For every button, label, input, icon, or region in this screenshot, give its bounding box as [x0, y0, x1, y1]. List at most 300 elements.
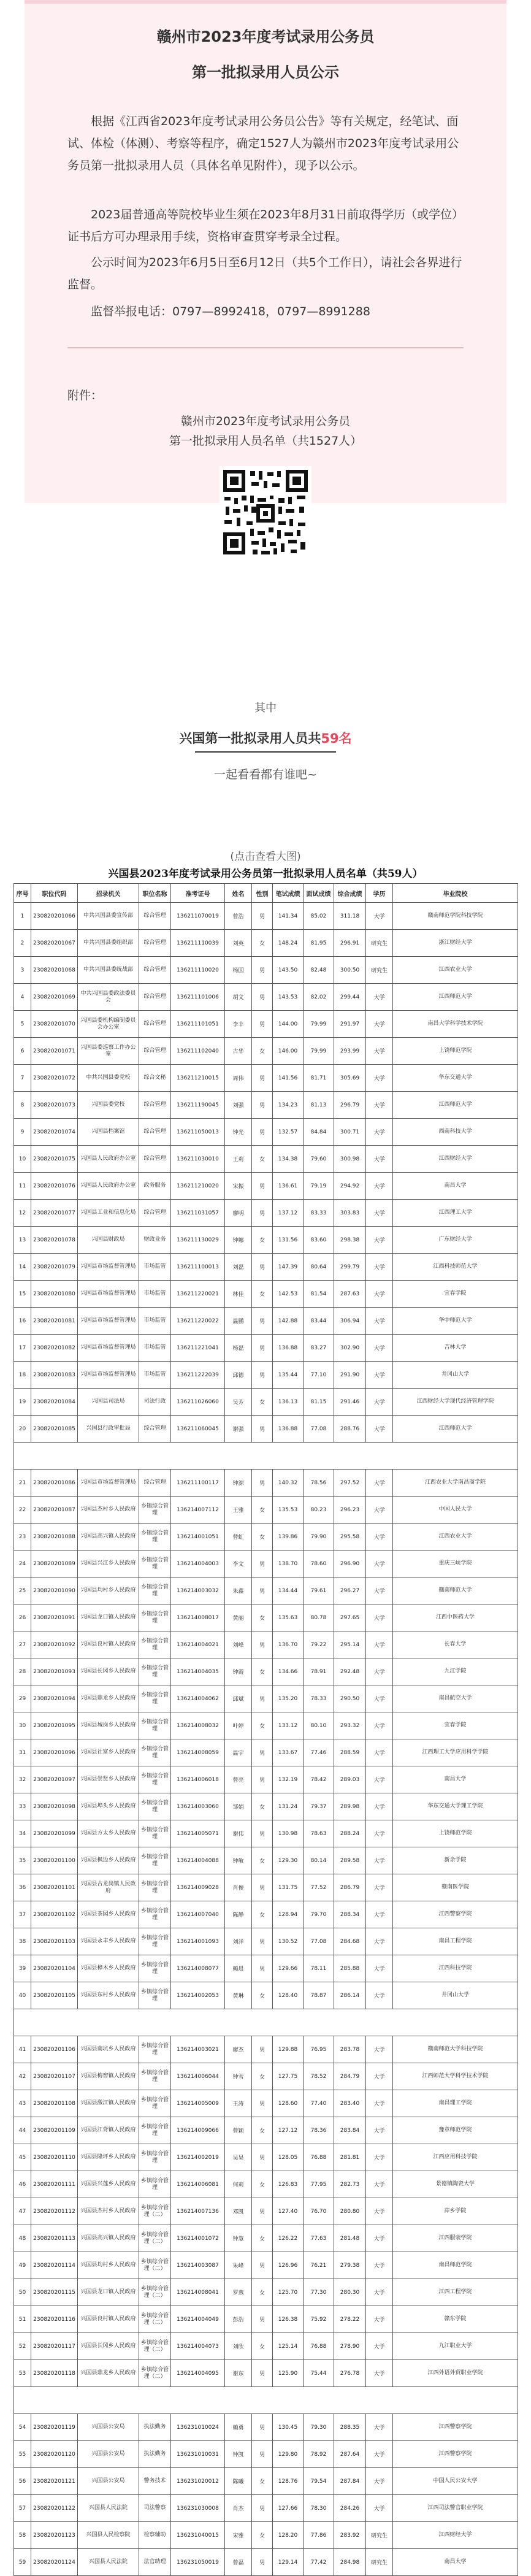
table-cell: 311.18 — [334, 903, 366, 930]
table-cell: 127.75 — [273, 2063, 304, 2090]
table-cell: 男 — [252, 2549, 273, 2576]
table-cell: 大学 — [366, 1739, 393, 1766]
table-cell: 278.22 — [334, 2306, 366, 2333]
table-row — [14, 1928, 518, 1955]
table-cell: 230820201082 — [31, 1335, 78, 1362]
table-cell: 292.48 — [334, 1658, 366, 1685]
table-cell: 男 — [252, 1092, 273, 1119]
table-cell: 136211030010 — [171, 1146, 225, 1173]
gap-cell — [14, 1443, 518, 1470]
table-cell: 兴国县方太乡人民政府 — [78, 1820, 139, 1847]
table-cell: 230820201090 — [31, 1577, 78, 1604]
table-cell: 230820201105 — [31, 1982, 78, 2009]
table-cell: 17 — [14, 1335, 31, 1362]
table-cell: 钟雪 — [225, 2063, 252, 2090]
table-cell: 宋振 — [225, 1173, 252, 1200]
table-cell: 283.84 — [334, 2117, 366, 2144]
table-cell: 230820201111 — [31, 2171, 78, 2198]
table-cell: 杨国 — [225, 957, 252, 984]
table-cell: 125.14 — [273, 2333, 304, 2360]
table-cell: 兴国县人民法院 — [78, 2549, 139, 2576]
table-cell: 乡镇综合管理 — [139, 2117, 171, 2144]
table-cell: 39 — [14, 1955, 31, 1982]
table-cell: 230820201084 — [31, 1389, 78, 1416]
table-cell: 男 — [252, 1470, 273, 1497]
table-row — [14, 1577, 518, 1604]
table-cell: 78.91 — [304, 1658, 334, 1685]
table-cell: 兴国县鼎龙乡人民政府 — [78, 2360, 139, 2387]
table-cell: 男 — [252, 1200, 273, 1227]
table-row — [14, 1335, 518, 1362]
table-cell: 王涛 — [225, 2090, 252, 2117]
table-cell: 市场监管 — [139, 1281, 171, 1308]
table-cell: 江西师范大学 — [393, 984, 518, 1011]
table-row — [14, 1820, 518, 1847]
table-cell: 126.83 — [273, 2171, 304, 2198]
table-cell: 283.78 — [334, 2036, 366, 2063]
table-body — [14, 903, 518, 2576]
table-cell: 140.32 — [273, 1470, 304, 1497]
table-cell: 80.23 — [304, 1497, 334, 1524]
table-cell: 44 — [14, 2117, 31, 2144]
table-cell: 大学 — [366, 2333, 393, 2360]
table-row — [14, 2036, 518, 2063]
table-cell: 兴国县枫边乡人民政府 — [78, 1847, 139, 1874]
table-cell: 83.60 — [304, 1227, 334, 1254]
table-cell: 女 — [252, 1389, 273, 1416]
table-cell: 大学 — [366, 1092, 393, 1119]
table-cell: 77.63 — [304, 2225, 334, 2252]
table-cell: 大学 — [366, 903, 393, 930]
table-row — [14, 1712, 518, 1739]
table-cell: 230820201076 — [31, 1173, 78, 1200]
table-cell: 大学 — [366, 2117, 393, 2144]
table-cell: 大学 — [366, 1281, 393, 1308]
table-cell: 大学 — [366, 2279, 393, 2306]
table-cell: 大学 — [366, 2171, 393, 2198]
table-cell: 赣南师范学院科技学院 — [393, 903, 518, 930]
table-cell: 赣南师范大学 — [393, 1577, 518, 1604]
table-cell: 井冈山大学 — [393, 1362, 518, 1389]
table-cell: 检察辅助 — [139, 2522, 171, 2549]
table-cell: 大学 — [366, 1011, 393, 1038]
table-cell: 291.97 — [334, 1011, 366, 1038]
table-cell: 女 — [252, 1901, 273, 1928]
table-cell: 79.30 — [304, 2414, 334, 2441]
section-headline — [0, 729, 531, 747]
table-cell: 78.11 — [304, 1955, 334, 1982]
table-row — [14, 2063, 518, 2090]
table-cell: 兴国县人民政府办公室 — [78, 1173, 139, 1200]
table-cell: 江西警察学院 — [393, 2441, 518, 2468]
table-row — [14, 1955, 518, 1982]
table-row — [14, 2522, 518, 2549]
table-cell: 125.70 — [273, 2279, 304, 2306]
table-cell: 司法行政 — [139, 1389, 171, 1416]
table-cell: 136211101006 — [171, 984, 225, 1011]
table-cell: 11 — [14, 1173, 31, 1200]
table-cell: 81.95 — [304, 930, 334, 957]
table-cell: 大学 — [366, 1227, 393, 1254]
table-cell: 乡镇综合管理 — [139, 1685, 171, 1712]
table-cell: 4 — [14, 984, 31, 1011]
table-cell: 45 — [14, 2144, 31, 2171]
table-cell: 吴昊 — [225, 2144, 252, 2171]
table-cell: 兴国县东村乡人民政府 — [78, 1982, 139, 2009]
table-row — [14, 1038, 518, 1065]
table-cell: 79.90 — [304, 1524, 334, 1551]
table-cell: 大学 — [366, 1685, 393, 1712]
table-cell: 兴国县江背镇人民政府 — [78, 2117, 139, 2144]
table-cell: 230820201087 — [31, 1497, 78, 1524]
table-cell: 乡镇综合管理 — [139, 2090, 171, 2117]
table-cell: 230820201091 — [31, 1604, 78, 1631]
table-cell: 兴国县高兴镇人民政府 — [78, 1524, 139, 1551]
table-cell: 128.60 — [273, 2090, 304, 2117]
table-cell: 乡镇综合管理 — [139, 1874, 171, 1901]
table-cell: 南昌理工学院 — [393, 2090, 518, 2117]
table-cell: 286.79 — [334, 1874, 366, 1901]
table-cell: 136211050013 — [171, 1119, 225, 1146]
table-cell: 井冈山大学 — [393, 1982, 518, 2009]
table-cell: 30 — [14, 1712, 31, 1739]
notice-paragraph-2: 2023届普通高等院校毕业生须在2023年8月31日前取得学历（或学位）证书后方可办理录用手续，资格审查贯穿考录全过程。 — [67, 208, 464, 243]
table-cell: 乡镇综合管理 — [139, 1739, 171, 1766]
table-cell: 21 — [14, 1470, 31, 1497]
table-cell: 兴国县杰村乡人民政府 — [78, 1497, 139, 1524]
table-cell: 15 — [14, 1281, 31, 1308]
table-cell: 大学 — [366, 1173, 393, 1200]
table-cell: 朱峰 — [225, 2252, 252, 2279]
table-row — [14, 2549, 518, 2576]
table-cell: 钟慧 — [225, 2225, 252, 2252]
table-cell: 136231030008 — [171, 2495, 225, 2522]
table-cell: 九江职业大学 — [393, 2333, 518, 2360]
table-cell: 36 — [14, 1874, 31, 1901]
gap-cell — [14, 2387, 518, 2414]
table-cell: 50 — [14, 2279, 31, 2306]
table-row — [14, 1739, 518, 1766]
table-cell: 230820201109 — [31, 2117, 78, 2144]
table-cell: 79.19 — [304, 1173, 334, 1200]
table-cell: 大学 — [366, 1524, 393, 1551]
table-cell: 江西农业大学南昌商学院 — [393, 1470, 518, 1497]
table-cell: 136211101051 — [171, 1011, 225, 1038]
table-cell: 朱鑫 — [225, 1577, 252, 1604]
table-cell: 邓凯 — [225, 2198, 252, 2225]
table-cell: 乡镇综合管理 — [139, 1497, 171, 1524]
table-cell: 乡镇综合管理 — [139, 1577, 171, 1604]
table-cell: 136211210015 — [171, 1065, 225, 1092]
table-cell: 财政业务 — [139, 1227, 171, 1254]
table-cell: 男 — [252, 957, 273, 984]
table-cell: 230820201114 — [31, 2252, 78, 2279]
table-cell: 江西外语外贸职业学院 — [393, 2360, 518, 2387]
table-cell: 南昌师范学院 — [393, 2252, 518, 2279]
table-cell: 王雅 — [225, 1497, 252, 1524]
table-cell: 乡镇综合管理 — [139, 2036, 171, 2063]
table-cell: 林佳 — [225, 1281, 252, 1308]
table-cell: 男 — [252, 2360, 273, 2387]
table-cell: 129.14 — [273, 2549, 304, 2576]
table-cell: 男 — [252, 2495, 273, 2522]
table-cell: 钟凯 — [225, 2441, 252, 2468]
table-cell: 230820201124 — [31, 2549, 78, 2576]
table-cell: 大学 — [366, 1551, 393, 1577]
table-row — [14, 1308, 518, 1335]
table-cell: 135.53 — [273, 1497, 304, 1524]
table-cell: 136214009066 — [171, 2117, 225, 2144]
table-cell: 46 — [14, 2171, 31, 2198]
table-cell: 143.50 — [273, 957, 304, 984]
qr-code-icon[interactable] — [220, 466, 311, 558]
table-cell: 128.05 — [273, 2144, 304, 2171]
table-cell: 兴国县市场监督管理局 — [78, 1281, 139, 1308]
table-header-row — [14, 884, 518, 903]
table-cell: 女 — [252, 1281, 273, 1308]
table-cell: 81.54 — [304, 1281, 334, 1308]
table-cell: 230820201108 — [31, 2090, 78, 2117]
table-cell: 大学 — [366, 1362, 393, 1389]
table-cell: 293.32 — [334, 1712, 366, 1739]
table-cell: 132.19 — [273, 1766, 304, 1793]
table-cell: 77.46 — [304, 1739, 334, 1766]
table-cell: 83.33 — [304, 1200, 334, 1227]
table-cell: 77.95 — [304, 2171, 334, 2198]
table-cell: 230820201095 — [31, 1712, 78, 1739]
table-cell: 289.58 — [334, 1847, 366, 1874]
table-cell: 男 — [252, 1065, 273, 1092]
table-cell: 230820201094 — [31, 1685, 78, 1712]
table-cell: 兴国县永丰乡人民政府 — [78, 1928, 139, 1955]
table-cell: 大学 — [366, 1793, 393, 1820]
table-cell: 曾磊 — [225, 2549, 252, 2576]
table-row — [14, 1119, 518, 1146]
table-cell: 136214003060 — [171, 1793, 225, 1820]
table-cell: 江西农业大学 — [393, 1524, 518, 1551]
table-cell: 兴国县茶园乡人民政府 — [78, 1901, 139, 1928]
table-cell: 大学 — [366, 984, 393, 1011]
table-row-gap — [14, 2009, 518, 2036]
table-cell: 127.40 — [273, 2198, 304, 2225]
table-cell: 兴国县良村镇人民政府 — [78, 2306, 139, 2333]
table-cell: 大学 — [366, 1658, 393, 1685]
table-cell: 136214001093 — [171, 1928, 225, 1955]
table-cell: 59 — [14, 2549, 31, 2576]
table-cell: 296.90 — [334, 1551, 366, 1577]
table-cell: 230820201101 — [31, 1874, 78, 1901]
table-cell: 230820201112 — [31, 2198, 78, 2225]
table-cell: 131.24 — [273, 1793, 304, 1820]
table-cell: 兴国县樟木乡人民政府 — [78, 1955, 139, 1982]
table-cell: 139.86 — [273, 1524, 304, 1551]
table-cell: 78.33 — [304, 1685, 334, 1712]
table-cell: 131.56 — [273, 1227, 304, 1254]
table-cell: 乡镇综合管理 — [139, 1712, 171, 1739]
table-cell: 兴国县崇贤乡人民政府 — [78, 1766, 139, 1793]
table-cell: 294.92 — [334, 1173, 366, 1200]
table-cell: 19 — [14, 1389, 31, 1416]
table-cell: 南昌大学 — [393, 2549, 518, 2576]
table-cell: 40 — [14, 1982, 31, 2009]
table-cell: 钟霞 — [225, 1658, 252, 1685]
table-row — [14, 1281, 518, 1308]
table-cell: 142.88 — [273, 1308, 304, 1335]
table-cell: 295.14 — [334, 1631, 366, 1658]
table-cell: 142.53 — [273, 1281, 304, 1308]
table-cell: 肖杰 — [225, 2495, 252, 2522]
table-cell: 综合管理 — [139, 957, 171, 984]
table-cell: 128.76 — [273, 2468, 304, 2495]
table-cell: 邹娟 — [225, 1793, 252, 1820]
table-cell: 136214001072 — [171, 2225, 225, 2252]
table-cell: 中共兴国县委党校 — [78, 1065, 139, 1092]
table-cell: 230820201069 — [31, 984, 78, 1011]
table-row — [14, 1011, 518, 1038]
table-cell: 景德镇陶瓷大学 — [393, 2171, 518, 2198]
table-cell: 男 — [252, 2090, 273, 2117]
table-cell: 大学 — [366, 1119, 393, 1146]
table-cell: 兴国县长冈乡人民政府 — [78, 2333, 139, 2360]
table-cell: 大学 — [366, 1416, 393, 1443]
table-cell: 136214003032 — [171, 1577, 225, 1604]
table-cell: 女 — [252, 2333, 273, 2360]
table-row — [14, 903, 518, 930]
table-cell: 126.22 — [273, 2225, 304, 2252]
table-cell: 市场监管 — [139, 1362, 171, 1389]
table-cell: 230820201079 — [31, 1254, 78, 1281]
table-cell: 56 — [14, 2468, 31, 2495]
table-cell: 叶婷 — [225, 1712, 252, 1739]
table-cell: 141.34 — [273, 903, 304, 930]
table-cell: 男 — [252, 1362, 273, 1389]
table-cell: 综合管理 — [139, 903, 171, 930]
notice-title-line1: 赣州市2023年度考试录用公务员 — [156, 28, 375, 45]
table-cell: 299.44 — [334, 984, 366, 1011]
table-cell: 华中师范大学 — [393, 1308, 518, 1335]
table-row — [14, 1146, 518, 1173]
table-cell: 288.59 — [334, 1739, 366, 1766]
table-cell: 男 — [252, 1631, 273, 1658]
table-cell: 230820201100 — [31, 1847, 78, 1874]
table-cell: 大学 — [366, 1955, 393, 1982]
col-header: 职位代码 — [31, 884, 78, 903]
table-cell: 299.79 — [334, 1254, 366, 1281]
table-cell: 大学 — [366, 1335, 393, 1362]
col-header: 笔试成绩 — [273, 884, 304, 903]
roster-table[interactable] — [13, 883, 518, 2576]
table-cell: 230820201098 — [31, 1793, 78, 1820]
table-row — [14, 1658, 518, 1685]
table-cell: 130.45 — [273, 2414, 304, 2441]
table-cell: 乡镇综合管理 — [139, 1793, 171, 1820]
table-cell: 28 — [14, 1658, 31, 1685]
table-cell: 兴国县兴莲乡人民政府 — [78, 2171, 139, 2198]
table-cell: 江西警察学院 — [393, 2414, 518, 2441]
table-cell: 230820201077 — [31, 1200, 78, 1227]
table-cell: 大学 — [366, 2468, 393, 2495]
table-cell: 230820201068 — [31, 957, 78, 984]
table-cell: 41 — [14, 2036, 31, 2063]
table-cell: 女 — [252, 2279, 273, 2306]
table-cell: 曾颖 — [225, 2117, 252, 2144]
col-header: 姓名 — [225, 884, 252, 903]
table-cell: 兴国县埠头乡人民政府 — [78, 1793, 139, 1820]
table-cell: 136214004095 — [171, 2360, 225, 2387]
table-cell: 230820201086 — [31, 1470, 78, 1497]
table-cell: 136214008017 — [171, 1604, 225, 1631]
table-cell: 女 — [252, 2117, 273, 2144]
table-cell: 江西服装学院 — [393, 2225, 518, 2252]
table-cell: 兴国县工业和信息化局 — [78, 1200, 139, 1227]
table-cell: 乡镇综合管理 — [139, 1524, 171, 1551]
table-cell: 230820201071 — [31, 1038, 78, 1065]
table-row — [14, 1604, 518, 1631]
table-cell: 谢东 — [225, 2360, 252, 2387]
table-row — [14, 1200, 518, 1227]
table-cell: 兴国县均村乡人民政府 — [78, 2252, 139, 2279]
table-cell: 136214008059 — [171, 1739, 225, 1766]
table-cell: 136214004073 — [171, 2333, 225, 2360]
table-cell: 市场监管 — [139, 1308, 171, 1335]
table-cell: 古华 — [225, 1038, 252, 1065]
table-cell: 5 — [14, 1011, 31, 1038]
table-row — [14, 1362, 518, 1389]
table-cell: 136214003021 — [171, 2036, 225, 2063]
table-cell: 2 — [14, 930, 31, 957]
table-cell: 31 — [14, 1739, 31, 1766]
table-cell: 男 — [252, 1335, 273, 1362]
table-cell: 136211060045 — [171, 1416, 225, 1443]
table-cell: 兴国县市场监督管理局 — [78, 1470, 139, 1497]
table-cell: 230820201102 — [31, 1901, 78, 1928]
table-cell: 280.80 — [334, 2198, 366, 2225]
table-cell: 136211190045 — [171, 1092, 225, 1119]
table-cell: 彭浩 — [225, 2306, 252, 2333]
table-cell: 78.56 — [304, 1470, 334, 1497]
table-cell: 136211031057 — [171, 1200, 225, 1227]
table-row — [14, 2414, 518, 2441]
table-cell: 55 — [14, 2441, 31, 2468]
table-cell: 84.84 — [304, 1119, 334, 1146]
table-cell: 兴国县市场监督管理局 — [78, 1308, 139, 1335]
table-cell: 296.23 — [334, 1497, 366, 1524]
table-cell: 大学 — [366, 2090, 393, 2117]
table-cell: 296.91 — [334, 930, 366, 957]
table-row — [14, 1227, 518, 1254]
table-cell: 48 — [14, 2225, 31, 2252]
table-cell: 136211110039 — [171, 930, 225, 957]
table-cell: 79.54 — [304, 2468, 334, 2495]
table-cell: 281.81 — [334, 2144, 366, 2171]
table-cell: 230820201119 — [31, 2414, 78, 2441]
table-cell: 南昌大学 — [393, 1173, 518, 1200]
gap-cell — [14, 2009, 518, 2036]
table-row — [14, 1497, 518, 1524]
table-cell: 53 — [14, 2360, 31, 2387]
table-cell: 136211210020 — [171, 1173, 225, 1200]
table-cell: 中共兴国县委宣传部 — [78, 903, 139, 930]
table-cell: 136231040015 — [171, 2522, 225, 2549]
table-cell: 18 — [14, 1362, 31, 1389]
table-cell: 136231010024 — [171, 2414, 225, 2441]
table-cell: 兴国县梅窖镇人民政府 — [78, 2063, 139, 2090]
table-cell: 浙江财经大学 — [393, 930, 518, 957]
table-cell: 大学 — [366, 1820, 393, 1847]
table-cell: 男 — [252, 1955, 273, 1982]
table-cell: 廖杰 — [225, 2036, 252, 2063]
table-cell: 刘峰 — [225, 1631, 252, 1658]
